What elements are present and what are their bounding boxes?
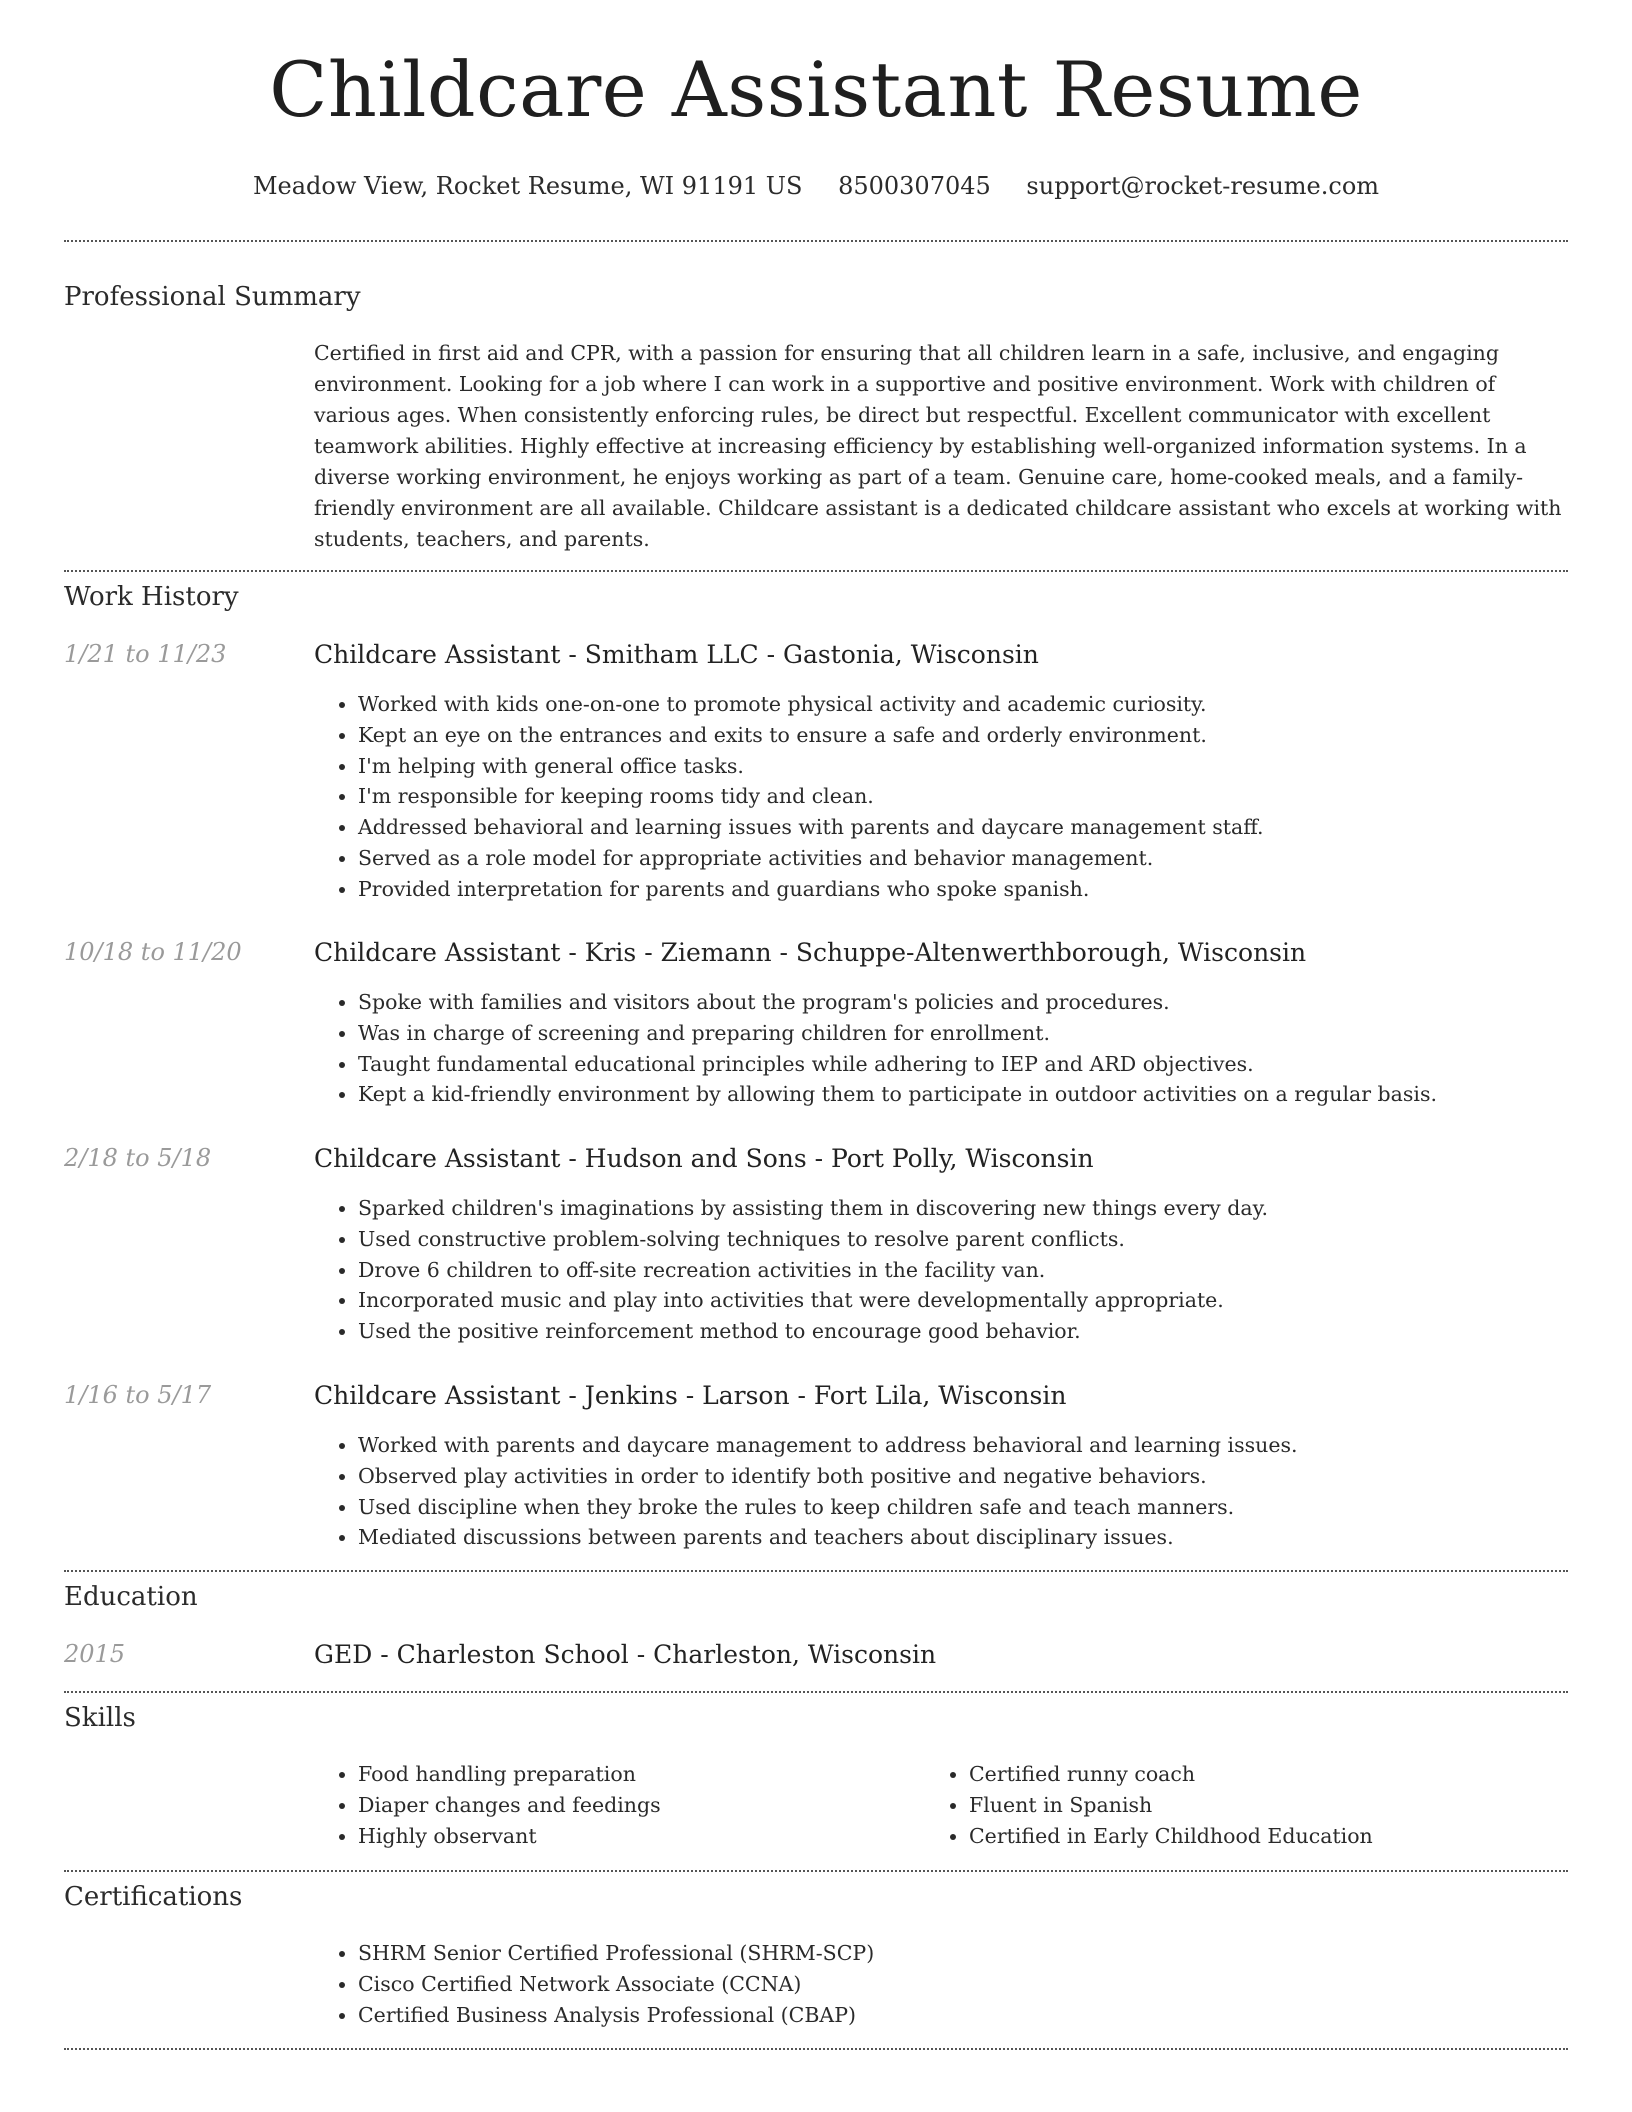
section-divider xyxy=(64,1570,1568,1572)
list-item: • Fluent in Spanish xyxy=(969,1790,1568,1821)
list-item: • Food handling preparation xyxy=(358,1759,925,1790)
section-divider xyxy=(64,2048,1568,2050)
list-item: • Used constructive problem-solving techniques to resolve parent conflicts. xyxy=(358,1224,1568,1255)
section-divider xyxy=(64,570,1568,572)
list-item: • Provided interpretation for parents and guardians who spoke spanish. xyxy=(358,874,1568,905)
list-item: • I'm responsible for keeping rooms tidy and clean. xyxy=(358,781,1568,812)
work-history-heading: Work History xyxy=(64,582,239,612)
list-item: • Diaper changes and feedings xyxy=(358,1790,925,1821)
list-item: • Spoke with families and visitors about the program's policies and procedures. xyxy=(358,987,1568,1018)
job-bullets xyxy=(314,1430,1568,1553)
education-year: 2015 xyxy=(64,1640,126,1668)
section-divider xyxy=(64,1870,1568,1872)
list-item: • SHRM Senior Certified Professional (SHRM-SCP) xyxy=(358,1938,1568,1969)
list-item: • Certified in Early Childhood Education xyxy=(969,1821,1568,1852)
list-item: • Mediated discussions between parents and teachers about disciplinary issues. xyxy=(358,1522,1568,1553)
education-entry: GED - Charleston School - Charleston, Wisconsin xyxy=(314,1640,937,1669)
list-item: • Worked with kids one-on-one to promote physical activity and academic curiosity. xyxy=(358,689,1568,720)
job-dates: 1/16 to 5/17 xyxy=(64,1381,212,1409)
skills-heading: Skills xyxy=(64,1703,136,1733)
education-heading: Education xyxy=(64,1582,198,1612)
list-item: • Kept an eye on the entrances and exits to ensure a safe and orderly environment. xyxy=(358,720,1568,751)
certifications-heading: Certifications xyxy=(64,1882,243,1912)
list-item: • Was in charge of screening and preparing children for enrollment. xyxy=(358,1018,1568,1049)
list-item: • Sparked children's imaginations by assisting them in discovering new things every day. xyxy=(358,1193,1568,1224)
skills-list-left xyxy=(314,1759,925,1851)
contact-address: Meadow View, Rocket Resume, WI 91191 US xyxy=(252,172,803,200)
section-divider xyxy=(64,240,1568,242)
list-item: • Served as a role model for appropriate activities and behavior management. xyxy=(358,843,1568,874)
job-title: Childcare Assistant - Jenkins - Larson - Fort Lila, Wisconsin xyxy=(314,1381,1067,1410)
list-item: • Certified runny coach xyxy=(969,1759,1568,1790)
list-item: • Used the positive reinforcement method to encourage good behavior. xyxy=(358,1316,1568,1347)
job-dates: 10/18 to 11/20 xyxy=(64,938,242,966)
list-item: • Drove 6 children to off-site recreation activities in the facility van. xyxy=(358,1255,1568,1286)
section-divider xyxy=(64,1691,1568,1693)
summary-text: Certified in first aid and CPR, with a passion for ensuring that all children learn in a safe, inclusive, and engaging environment. Looking for a job where I can work in a supportive and positive environment. Work with children of various ages. When consistently enforcing rules, be direct but respectful. Excellent communicator with excellent teamwork abilities. Highly effective at increasing efficiency by establishing well-organized information systems. In a diverse working environment, he enjoys working as part of a team. Genuine care, home-cooked meals, and a family-friendly environment are all available. Childcare assistant is a dedicated childcare assistant who excels at working with students, teachers, and parents. xyxy=(314,341,1562,551)
job-dates: 2/18 to 5/18 xyxy=(64,1144,212,1172)
resume-title: Childcare Assistant Resume xyxy=(269,45,1363,134)
certifications-list xyxy=(314,1938,1568,2030)
contact-email: support@rocket-resume.com xyxy=(1026,172,1380,200)
job-bullets xyxy=(314,1193,1568,1347)
list-item: • Incorporated music and play into activities that were developmentally appropriate. xyxy=(358,1285,1568,1316)
job-title: Childcare Assistant - Hudson and Sons - Port Polly, Wisconsin xyxy=(314,1144,1094,1173)
list-item: • Taught fundamental educational principles while adhering to IEP and ARD objectives. xyxy=(358,1049,1568,1080)
contact-line xyxy=(0,172,1632,201)
list-item: • Used discipline when they broke the rules to keep children safe and teach manners. xyxy=(358,1492,1568,1523)
contact-phone: 8500307045 xyxy=(838,172,991,200)
list-item: • Kept a kid-friendly environment by allowing them to participate in outdoor activities on a regular basis. xyxy=(358,1079,1568,1110)
job-title: Childcare Assistant - Kris - Ziemann - Schuppe-Altenwerthborough, Wisconsin xyxy=(314,938,1307,967)
job-bullets xyxy=(314,987,1568,1110)
list-item: • I'm helping with general office tasks. xyxy=(358,751,1568,782)
list-item: • Observed play activities in order to identify both positive and negative behaviors. xyxy=(358,1461,1568,1492)
list-item: • Worked with parents and daycare management to address behavioral and learning issues. xyxy=(358,1430,1568,1461)
job-title: Childcare Assistant - Smitham LLC - Gastonia, Wisconsin xyxy=(314,640,1039,669)
list-item: • Highly observant xyxy=(358,1821,925,1852)
skills-list-right xyxy=(925,1759,1568,1851)
list-item: • Cisco Certified Network Associate (CCNA) xyxy=(358,1969,1568,2000)
job-bullets xyxy=(314,689,1568,905)
list-item: • Addressed behavioral and learning issues with parents and daycare management staff. xyxy=(358,812,1568,843)
list-item: • Certified Business Analysis Professional (CBAP) xyxy=(358,2000,1568,2031)
summary-heading: Professional Summary xyxy=(64,282,361,312)
job-dates: 1/21 to 11/23 xyxy=(64,640,227,668)
